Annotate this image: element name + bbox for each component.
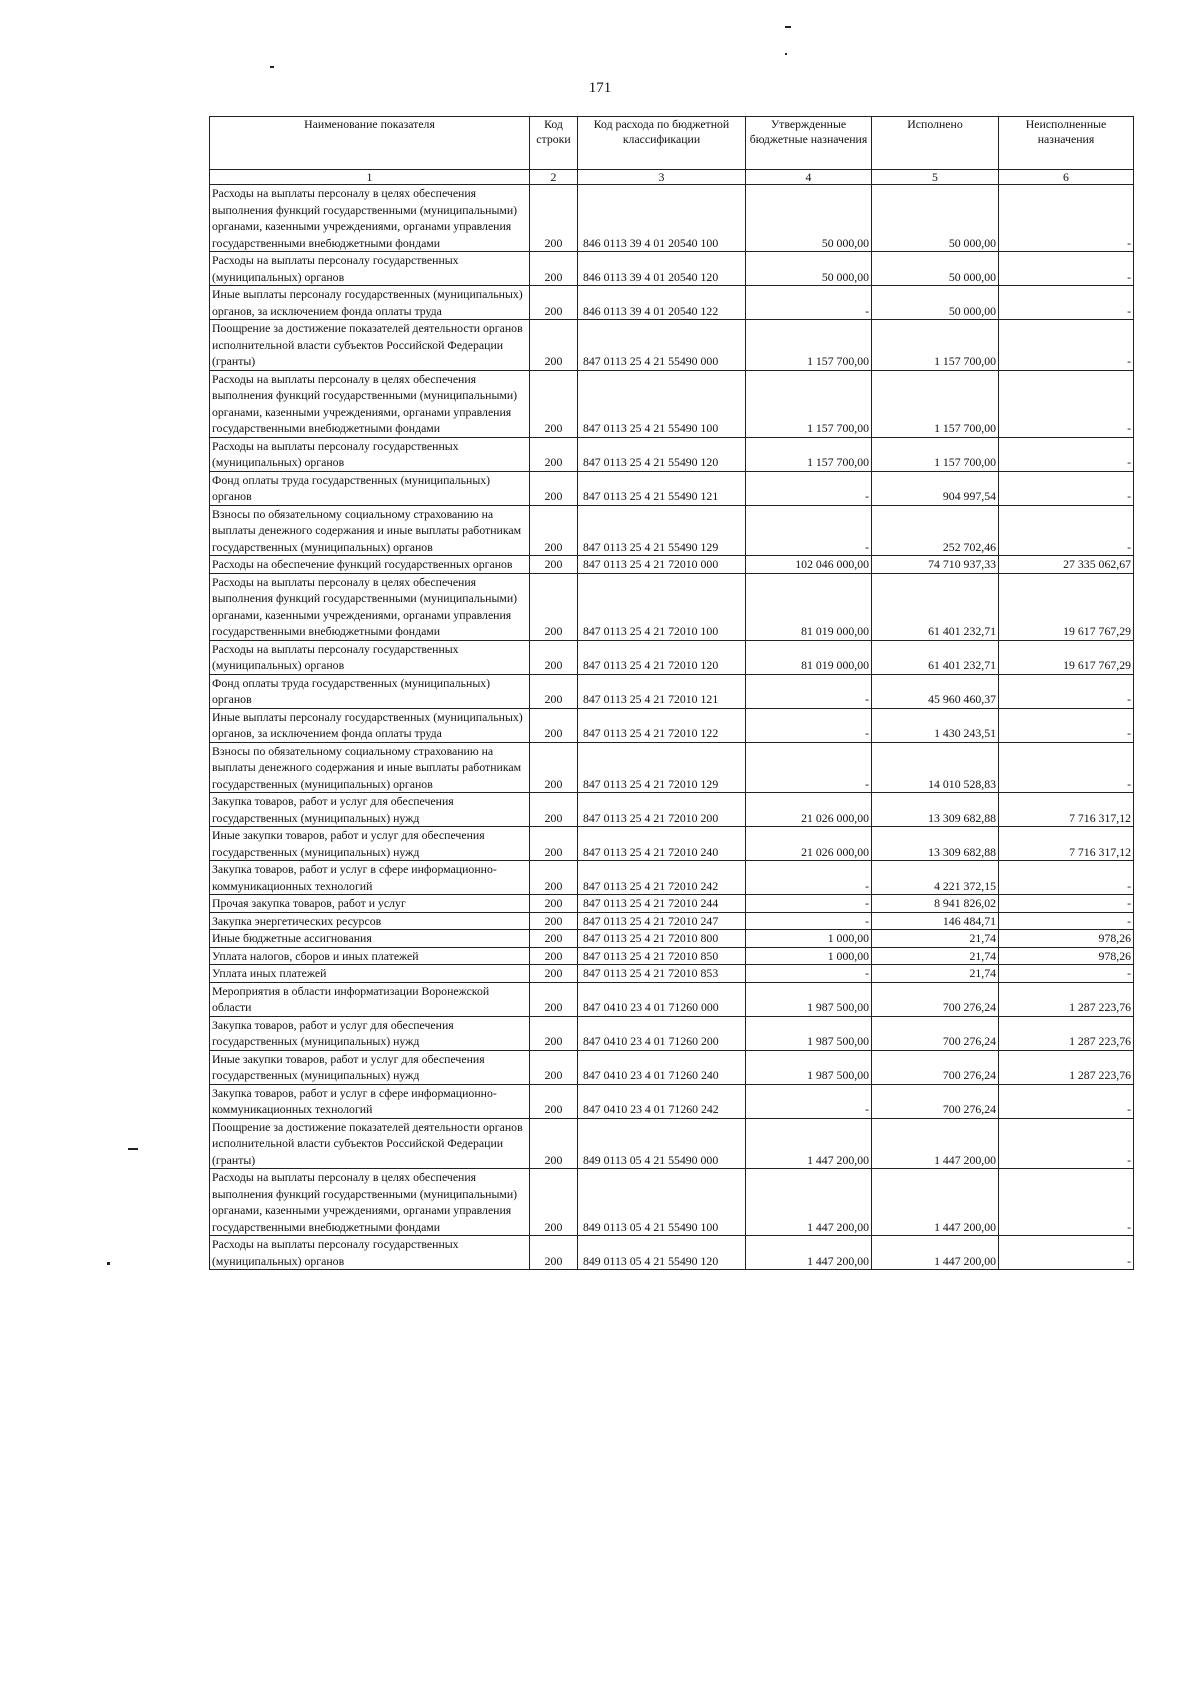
- table-row: [210, 185, 1134, 252]
- table-row: [210, 708, 1134, 742]
- line-code-cell: 200: [530, 370, 578, 437]
- scan-mark: [107, 1262, 110, 1265]
- executed-amount-cell: 74 710 937,33: [872, 556, 999, 574]
- table-row: [210, 1118, 1134, 1169]
- indicator-name-cell: Уплата налогов, сборов и иных платежей: [210, 947, 530, 965]
- indicator-name-cell: Иные закупки товаров, работ и услуг для обеспечения государственных (муниципальных) нужд: [210, 827, 530, 861]
- approved-amount-cell: 21 026 000,00: [746, 827, 872, 861]
- approved-amount-cell: 1 000,00: [746, 947, 872, 965]
- line-code-cell: 200: [530, 965, 578, 983]
- line-code-cell: 200: [530, 1050, 578, 1084]
- indicator-name-cell: Закупка товаров, работ и услуг в сфере информационно-коммуникационных технологий: [210, 861, 530, 895]
- line-code-cell: 200: [530, 930, 578, 948]
- table-row: [210, 1084, 1134, 1118]
- executed-amount-cell: 1 157 700,00: [872, 437, 999, 471]
- column-number: 6: [999, 170, 1134, 185]
- approved-amount-cell: 81 019 000,00: [746, 573, 872, 640]
- indicator-name-cell: Расходы на обеспечение функций государственных органов: [210, 556, 530, 574]
- line-code-cell: 200: [530, 708, 578, 742]
- line-code-cell: 200: [530, 573, 578, 640]
- unexecuted-amount-cell: 27 335 062,67: [999, 556, 1134, 574]
- header-executed: Исполнено: [872, 117, 999, 170]
- executed-amount-cell: 700 276,24: [872, 1016, 999, 1050]
- classification-code-cell: 847 0113 25 4 21 72010 242: [578, 861, 746, 895]
- unexecuted-amount-cell: -: [999, 912, 1134, 930]
- line-code-cell: 200: [530, 1016, 578, 1050]
- unexecuted-amount-cell: -: [999, 1236, 1134, 1270]
- table-row: [210, 505, 1134, 556]
- executed-amount-cell: 700 276,24: [872, 1050, 999, 1084]
- indicator-name-cell: Закупка товаров, работ и услуг для обеспечения государственных (муниципальных) нужд: [210, 793, 530, 827]
- unexecuted-amount-cell: -: [999, 286, 1134, 320]
- executed-amount-cell: 1 447 200,00: [872, 1236, 999, 1270]
- classification-code-cell: 847 0113 25 4 21 72010 247: [578, 912, 746, 930]
- approved-amount-cell: 1 157 700,00: [746, 437, 872, 471]
- classification-code-cell: 847 0113 25 4 21 72010 800: [578, 930, 746, 948]
- unexecuted-amount-cell: -: [999, 471, 1134, 505]
- executed-amount-cell: 252 702,46: [872, 505, 999, 556]
- unexecuted-amount-cell: 19 617 767,29: [999, 573, 1134, 640]
- unexecuted-amount-cell: -: [999, 708, 1134, 742]
- unexecuted-amount-cell: -: [999, 895, 1134, 913]
- header-approved: Утвержденные бюджетные назначения: [746, 117, 872, 170]
- scan-mark: [785, 26, 791, 28]
- classification-code-cell: 847 0113 25 4 21 72010 244: [578, 895, 746, 913]
- indicator-name-cell: Закупка товаров, работ и услуг для обеспечения государственных (муниципальных) нужд: [210, 1016, 530, 1050]
- executed-amount-cell: 21,74: [872, 930, 999, 948]
- executed-amount-cell: 1 447 200,00: [872, 1169, 999, 1236]
- page-number: 171: [588, 80, 612, 96]
- header-indicator-name: Наименование показателя: [210, 117, 530, 170]
- table-row: [210, 320, 1134, 371]
- table-row: [210, 965, 1134, 983]
- header-unexecuted: Неисполненные назначения: [999, 117, 1134, 170]
- line-code-cell: 200: [530, 827, 578, 861]
- line-code-cell: 200: [530, 1236, 578, 1270]
- approved-amount-cell: 1 157 700,00: [746, 370, 872, 437]
- column-number: 3: [578, 170, 746, 185]
- classification-code-cell: 847 0113 25 4 21 55490 000: [578, 320, 746, 371]
- table-row: [210, 947, 1134, 965]
- indicator-name-cell: Расходы на выплаты персоналу в целях обеспечения выполнения функций государственными (муниципальными) органами, казенными учреждениями, органами управления государственными внебюджетными фондами: [210, 370, 530, 437]
- approved-amount-cell: 102 046 000,00: [746, 556, 872, 574]
- executed-amount-cell: 50 000,00: [872, 252, 999, 286]
- table-body: [210, 185, 1134, 1270]
- executed-amount-cell: 45 960 460,37: [872, 674, 999, 708]
- executed-amount-cell: 21,74: [872, 947, 999, 965]
- approved-amount-cell: -: [746, 861, 872, 895]
- table-row: [210, 1050, 1134, 1084]
- executed-amount-cell: 1 447 200,00: [872, 1118, 999, 1169]
- unexecuted-amount-cell: -: [999, 185, 1134, 252]
- classification-code-cell: 849 0113 05 4 21 55490 000: [578, 1118, 746, 1169]
- table-row: [210, 793, 1134, 827]
- table-row: [210, 556, 1134, 574]
- classification-code-cell: 847 0113 25 4 21 55490 129: [578, 505, 746, 556]
- table-row: [210, 1236, 1134, 1270]
- line-code-cell: 200: [530, 640, 578, 674]
- table-row: [210, 437, 1134, 471]
- header-budget-classification: Код расхода по бюджетной классификации: [578, 117, 746, 170]
- unexecuted-amount-cell: 1 287 223,76: [999, 1016, 1134, 1050]
- indicator-name-cell: Фонд оплаты труда государственных (муниципальных) органов: [210, 471, 530, 505]
- executed-amount-cell: 8 941 826,02: [872, 895, 999, 913]
- unexecuted-amount-cell: -: [999, 742, 1134, 793]
- table-row: [210, 742, 1134, 793]
- classification-code-cell: 847 0113 25 4 21 55490 100: [578, 370, 746, 437]
- executed-amount-cell: 146 484,71: [872, 912, 999, 930]
- indicator-name-cell: Расходы на выплаты персоналу государственных (муниципальных) органов: [210, 252, 530, 286]
- indicator-name-cell: Закупка энергетических ресурсов: [210, 912, 530, 930]
- classification-code-cell: 846 0113 39 4 01 20540 122: [578, 286, 746, 320]
- approved-amount-cell: -: [746, 895, 872, 913]
- line-code-cell: 200: [530, 286, 578, 320]
- indicator-name-cell: Иные выплаты персоналу государственных (муниципальных) органов, за исключением фонда оплаты труда: [210, 708, 530, 742]
- table-row: [210, 471, 1134, 505]
- approved-amount-cell: 1 447 200,00: [746, 1236, 872, 1270]
- approved-amount-cell: -: [746, 742, 872, 793]
- table-row: [210, 1169, 1134, 1236]
- line-code-cell: 200: [530, 437, 578, 471]
- table-row: [210, 674, 1134, 708]
- executed-amount-cell: 700 276,24: [872, 982, 999, 1016]
- table-row: [210, 640, 1134, 674]
- executed-amount-cell: 13 309 682,88: [872, 827, 999, 861]
- unexecuted-amount-cell: -: [999, 674, 1134, 708]
- classification-code-cell: 846 0113 39 4 01 20540 100: [578, 185, 746, 252]
- table-row: [210, 930, 1134, 948]
- indicator-name-cell: Взносы по обязательному социальному страхованию на выплаты денежного содержания и иные выплаты работникам государственных (муниципальных) органов: [210, 505, 530, 556]
- executed-amount-cell: 50 000,00: [872, 185, 999, 252]
- unexecuted-amount-cell: -: [999, 370, 1134, 437]
- indicator-name-cell: Фонд оплаты труда государственных (муниципальных) органов: [210, 674, 530, 708]
- indicator-name-cell: Закупка товаров, работ и услуг в сфере информационно-коммуникационных технологий: [210, 1084, 530, 1118]
- table-row: [210, 895, 1134, 913]
- approved-amount-cell: 1 447 200,00: [746, 1118, 872, 1169]
- classification-code-cell: 847 0113 25 4 21 72010 129: [578, 742, 746, 793]
- classification-code-cell: 847 0113 25 4 21 72010 120: [578, 640, 746, 674]
- line-code-cell: 200: [530, 793, 578, 827]
- table-row: [210, 1016, 1134, 1050]
- executed-amount-cell: 14 010 528,83: [872, 742, 999, 793]
- unexecuted-amount-cell: 19 617 767,29: [999, 640, 1134, 674]
- classification-code-cell: 847 0113 25 4 21 72010 000: [578, 556, 746, 574]
- scan-mark: [785, 53, 787, 55]
- column-number: 2: [530, 170, 578, 185]
- indicator-name-cell: Поощрение за достижение показателей деятельности органов исполнительной власти субъектов Российской Федерации (гранты): [210, 320, 530, 371]
- approved-amount-cell: -: [746, 1084, 872, 1118]
- indicator-name-cell: Расходы на выплаты персоналу государственных (муниципальных) органов: [210, 437, 530, 471]
- classification-code-cell: 849 0113 05 4 21 55490 100: [578, 1169, 746, 1236]
- indicator-name-cell: Взносы по обязательному социальному страхованию на выплаты денежного содержания и иные выплаты работникам государственных (муниципальных) органов: [210, 742, 530, 793]
- classification-code-cell: 849 0113 05 4 21 55490 120: [578, 1236, 746, 1270]
- unexecuted-amount-cell: 7 716 317,12: [999, 827, 1134, 861]
- executed-amount-cell: 13 309 682,88: [872, 793, 999, 827]
- line-code-cell: 200: [530, 1084, 578, 1118]
- approved-amount-cell: 1 000,00: [746, 930, 872, 948]
- column-number-row: [210, 170, 1134, 185]
- indicator-name-cell: Расходы на выплаты персоналу государственных (муниципальных) органов: [210, 640, 530, 674]
- unexecuted-amount-cell: 1 287 223,76: [999, 1050, 1134, 1084]
- executed-amount-cell: 904 997,54: [872, 471, 999, 505]
- indicator-name-cell: Иные бюджетные ассигнования: [210, 930, 530, 948]
- classification-code-cell: 847 0113 25 4 21 72010 850: [578, 947, 746, 965]
- line-code-cell: 200: [530, 895, 578, 913]
- column-number: 1: [210, 170, 530, 185]
- indicator-name-cell: Мероприятия в области информатизации Воронежской области: [210, 982, 530, 1016]
- unexecuted-amount-cell: -: [999, 505, 1134, 556]
- executed-amount-cell: 61 401 232,71: [872, 640, 999, 674]
- line-code-cell: 200: [530, 185, 578, 252]
- table-row: [210, 573, 1134, 640]
- unexecuted-amount-cell: -: [999, 861, 1134, 895]
- approved-amount-cell: 1 447 200,00: [746, 1169, 872, 1236]
- line-code-cell: 200: [530, 947, 578, 965]
- indicator-name-cell: Расходы на выплаты персоналу в целях обеспечения выполнения функций государственными (муниципальными) органами, казенными учреждениями, органами управления государственными внебюджетными фондами: [210, 185, 530, 252]
- table-row: [210, 286, 1134, 320]
- line-code-cell: 200: [530, 471, 578, 505]
- approved-amount-cell: 50 000,00: [746, 252, 872, 286]
- classification-code-cell: 847 0410 23 4 01 71260 200: [578, 1016, 746, 1050]
- unexecuted-amount-cell: -: [999, 1118, 1134, 1169]
- approved-amount-cell: -: [746, 286, 872, 320]
- classification-code-cell: 847 0113 25 4 21 72010 200: [578, 793, 746, 827]
- header-line-code: Код строки: [530, 117, 578, 170]
- indicator-name-cell: Расходы на выплаты персоналу в целях обеспечения выполнения функций государственными (муниципальными) органами, казенными учреждениями, органами управления государственными внебюджетными фондами: [210, 573, 530, 640]
- approved-amount-cell: 1 987 500,00: [746, 1050, 872, 1084]
- approved-amount-cell: 21 026 000,00: [746, 793, 872, 827]
- approved-amount-cell: 1 987 500,00: [746, 1016, 872, 1050]
- approved-amount-cell: 1 987 500,00: [746, 982, 872, 1016]
- classification-code-cell: 847 0410 23 4 01 71260 242: [578, 1084, 746, 1118]
- executed-amount-cell: 61 401 232,71: [872, 573, 999, 640]
- executed-amount-cell: 700 276,24: [872, 1084, 999, 1118]
- unexecuted-amount-cell: -: [999, 1084, 1134, 1118]
- approved-amount-cell: 50 000,00: [746, 185, 872, 252]
- line-code-cell: 200: [530, 861, 578, 895]
- indicator-name-cell: Поощрение за достижение показателей деятельности органов исполнительной власти субъектов Российской Федерации (гранты): [210, 1118, 530, 1169]
- line-code-cell: 200: [530, 320, 578, 371]
- line-code-cell: 200: [530, 556, 578, 574]
- classification-code-cell: 847 0113 25 4 21 55490 120: [578, 437, 746, 471]
- classification-code-cell: 847 0113 25 4 21 72010 240: [578, 827, 746, 861]
- executed-amount-cell: 1 157 700,00: [872, 370, 999, 437]
- table-header-row: [210, 117, 1134, 170]
- classification-code-cell: 847 0113 25 4 21 72010 100: [578, 573, 746, 640]
- indicator-name-cell: Расходы на выплаты персоналу в целях обеспечения выполнения функций государственными (муниципальными) органами, казенными учреждениями, органами управления государственными внебюджетными фондами: [210, 1169, 530, 1236]
- approved-amount-cell: -: [746, 505, 872, 556]
- column-number: 5: [872, 170, 999, 185]
- classification-code-cell: 847 0113 25 4 21 55490 121: [578, 471, 746, 505]
- unexecuted-amount-cell: 1 287 223,76: [999, 982, 1134, 1016]
- classification-code-cell: 847 0410 23 4 01 71260 000: [578, 982, 746, 1016]
- unexecuted-amount-cell: -: [999, 437, 1134, 471]
- table-row: [210, 827, 1134, 861]
- line-code-cell: 200: [530, 1169, 578, 1236]
- approved-amount-cell: -: [746, 674, 872, 708]
- budget-execution-table: [209, 116, 1134, 1270]
- unexecuted-amount-cell: 978,26: [999, 930, 1134, 948]
- executed-amount-cell: 1 157 700,00: [872, 320, 999, 371]
- line-code-cell: 200: [530, 505, 578, 556]
- scan-mark: [128, 1148, 138, 1150]
- line-code-cell: 200: [530, 742, 578, 793]
- line-code-cell: 200: [530, 252, 578, 286]
- approved-amount-cell: -: [746, 965, 872, 983]
- approved-amount-cell: -: [746, 708, 872, 742]
- column-number: 4: [746, 170, 872, 185]
- classification-code-cell: 847 0113 25 4 21 72010 853: [578, 965, 746, 983]
- line-code-cell: 200: [530, 674, 578, 708]
- table-row: [210, 370, 1134, 437]
- table-row: [210, 861, 1134, 895]
- approved-amount-cell: -: [746, 912, 872, 930]
- unexecuted-amount-cell: -: [999, 1169, 1134, 1236]
- unexecuted-amount-cell: -: [999, 252, 1134, 286]
- scan-mark: [270, 66, 274, 68]
- approved-amount-cell: 1 157 700,00: [746, 320, 872, 371]
- indicator-name-cell: Иные закупки товаров, работ и услуг для обеспечения государственных (муниципальных) нужд: [210, 1050, 530, 1084]
- table-row: [210, 982, 1134, 1016]
- indicator-name-cell: Расходы на выплаты персоналу государственных (муниципальных) органов: [210, 1236, 530, 1270]
- classification-code-cell: 846 0113 39 4 01 20540 120: [578, 252, 746, 286]
- unexecuted-amount-cell: -: [999, 320, 1134, 371]
- line-code-cell: 200: [530, 1118, 578, 1169]
- classification-code-cell: 847 0410 23 4 01 71260 240: [578, 1050, 746, 1084]
- classification-code-cell: 847 0113 25 4 21 72010 121: [578, 674, 746, 708]
- executed-amount-cell: 21,74: [872, 965, 999, 983]
- executed-amount-cell: 4 221 372,15: [872, 861, 999, 895]
- line-code-cell: 200: [530, 912, 578, 930]
- executed-amount-cell: 1 430 243,51: [872, 708, 999, 742]
- approved-amount-cell: 81 019 000,00: [746, 640, 872, 674]
- table-row: [210, 912, 1134, 930]
- indicator-name-cell: Прочая закупка товаров, работ и услуг: [210, 895, 530, 913]
- indicator-name-cell: Уплата иных платежей: [210, 965, 530, 983]
- table-row: [210, 252, 1134, 286]
- classification-code-cell: 847 0113 25 4 21 72010 122: [578, 708, 746, 742]
- executed-amount-cell: 50 000,00: [872, 286, 999, 320]
- unexecuted-amount-cell: 7 716 317,12: [999, 793, 1134, 827]
- line-code-cell: 200: [530, 982, 578, 1016]
- unexecuted-amount-cell: -: [999, 965, 1134, 983]
- approved-amount-cell: -: [746, 471, 872, 505]
- unexecuted-amount-cell: 978,26: [999, 947, 1134, 965]
- indicator-name-cell: Иные выплаты персоналу государственных (муниципальных) органов, за исключением фонда оплаты труда: [210, 286, 530, 320]
